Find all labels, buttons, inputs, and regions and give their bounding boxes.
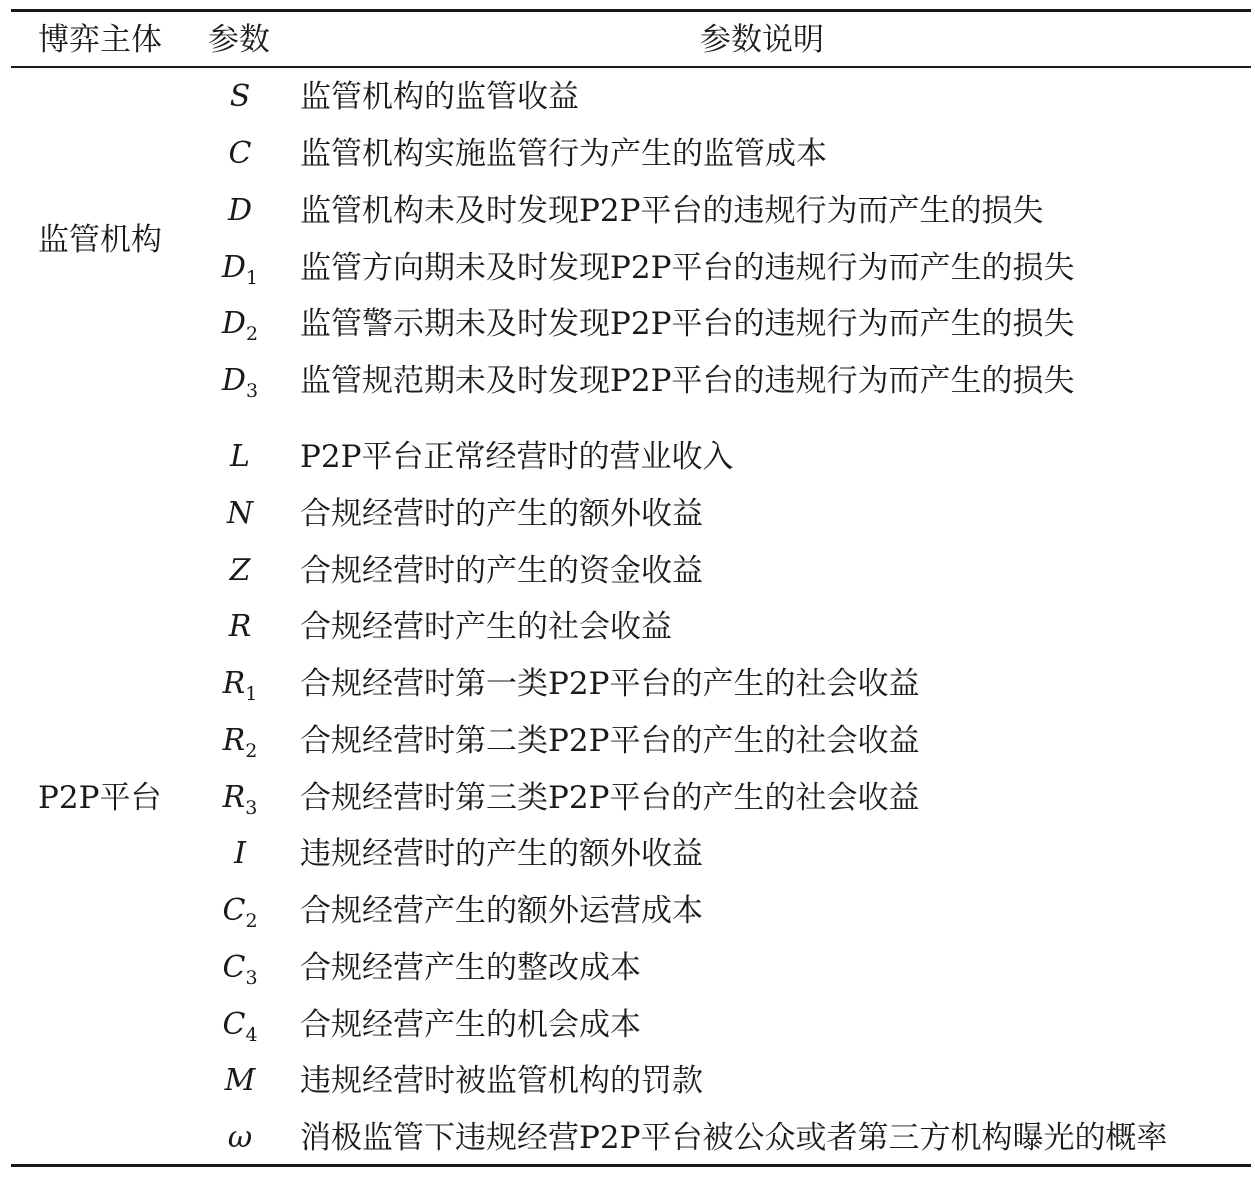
row-description: 监管方向期未及时发现P2P平台的违规行为而产生的损失: [300, 250, 1075, 286]
table-top-rule: [11, 9, 1251, 12]
symbol-subscript: 2: [245, 910, 258, 932]
table-bottom-rule: [11, 1164, 1251, 1167]
symbol-letter: D: [221, 250, 246, 285]
group-label-regulator: 监管机构: [38, 222, 162, 258]
row-symbol: [190, 361, 290, 401]
row-description: 合规经营时第一类P2P平台的产生的社会收益: [300, 666, 920, 702]
row-symbol: [190, 721, 290, 761]
row-symbol: [190, 1005, 290, 1045]
symbol-letter: D: [221, 363, 246, 398]
row-description: 监管机构实施监管行为产生的监管成本: [300, 136, 827, 172]
row-description: 违规经营时的产生的额外收益: [300, 836, 703, 872]
symbol-letter: L: [230, 439, 250, 474]
symbol-letter: R: [222, 666, 246, 701]
symbol-letter: C: [228, 136, 252, 171]
row-symbol: [190, 551, 290, 591]
symbol-letter: R: [222, 780, 246, 815]
symbol-subscript: 1: [245, 683, 258, 705]
symbol-letter: D: [221, 306, 246, 341]
symbol-letter: M: [224, 1063, 256, 1098]
symbol-letter: R: [222, 723, 246, 758]
header-subject: 博弈主体: [38, 22, 162, 58]
row-symbol: [190, 437, 290, 477]
row-symbol: [190, 1118, 290, 1158]
row-description: 监管机构未及时发现P2P平台的违规行为而产生的损失: [300, 193, 1044, 229]
row-description: 合规经营时产生的社会收益: [300, 609, 672, 645]
symbol-letter: Z: [229, 553, 251, 588]
row-description: 合规经营时第二类P2P平台的产生的社会收益: [300, 723, 920, 759]
row-description: 监管机构的监管收益: [300, 79, 579, 115]
row-symbol: [190, 778, 290, 818]
row-description: 合规经营时的产生的额外收益: [300, 496, 703, 532]
symbol-letter: ω: [227, 1120, 253, 1155]
row-description: 合规经营产生的机会成本: [300, 1007, 641, 1043]
symbol-subscript: 3: [245, 380, 259, 402]
group-label-p2p-platform: P2P平台: [38, 780, 162, 816]
symbol-letter: D: [227, 193, 253, 228]
symbol-letter: I: [234, 836, 246, 871]
row-description: 合规经营时第三类P2P平台的产生的社会收益: [300, 780, 920, 816]
row-symbol: [190, 1061, 290, 1101]
symbol-letter: C: [222, 1007, 246, 1042]
symbol-letter: R: [228, 609, 252, 644]
symbol-subscript: 2: [245, 323, 259, 345]
table-header-rule: [11, 66, 1251, 68]
header-param: 参数: [208, 22, 270, 58]
row-description: P2P平台正常经营时的营业收入: [300, 439, 734, 475]
row-description: 合规经营产生的额外运营成本: [300, 893, 703, 929]
row-symbol: [190, 607, 290, 647]
row-description: 合规经营时的产生的资金收益: [300, 553, 703, 589]
row-symbol: [190, 834, 290, 874]
row-description: 违规经营时被监管机构的罚款: [300, 1063, 703, 1099]
row-symbol: [190, 134, 290, 174]
row-symbol: [190, 948, 290, 988]
row-symbol: [190, 494, 290, 534]
row-symbol: [190, 191, 290, 231]
symbol-letter: N: [226, 496, 254, 531]
header-description: 参数说明: [700, 22, 824, 58]
row-symbol: [190, 77, 290, 117]
symbol-subscript: 3: [245, 797, 258, 819]
row-description: 监管警示期未及时发现P2P平台的违规行为而产生的损失: [300, 306, 1075, 342]
symbol-letter: C: [222, 950, 246, 985]
row-description: 消极监管下违规经营P2P平台被公众或者第三方机构曝光的概率: [300, 1120, 1168, 1156]
symbol-subscript: 3: [245, 967, 258, 989]
symbol-subscript: 2: [245, 740, 258, 762]
row-symbol: [190, 248, 290, 288]
row-symbol: [190, 304, 290, 344]
symbol-letter: S: [229, 79, 251, 114]
row-symbol: [190, 891, 290, 931]
row-description: 监管规范期未及时发现P2P平台的违规行为而产生的损失: [300, 363, 1075, 399]
row-symbol: [190, 664, 290, 704]
symbol-letter: C: [222, 893, 246, 928]
symbol-subscript: 1: [245, 267, 259, 289]
row-description: 合规经营产生的整改成本: [300, 950, 641, 986]
symbol-subscript: 4: [245, 1024, 258, 1046]
